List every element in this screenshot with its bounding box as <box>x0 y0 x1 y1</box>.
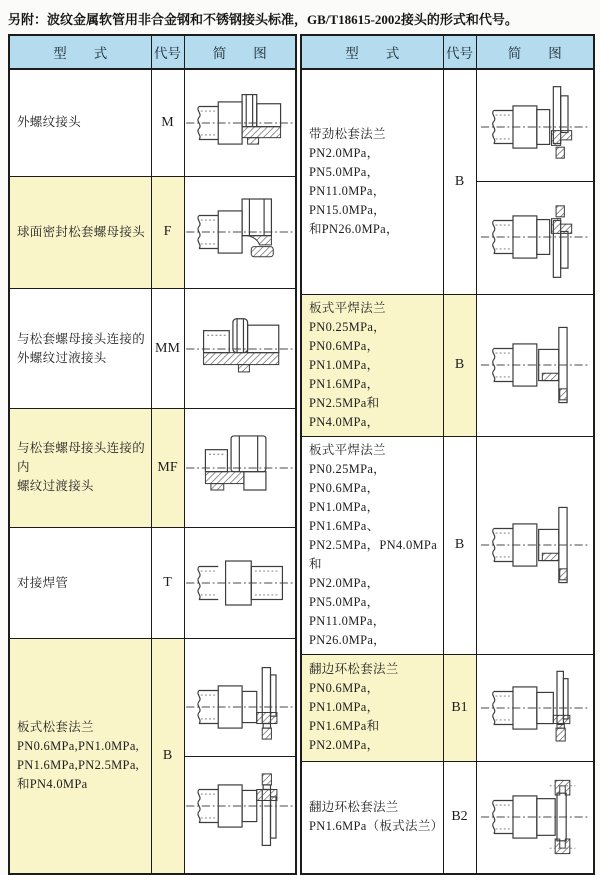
fitting-type-line: 对接焊管 <box>17 575 69 590</box>
fitting-diagram-cell <box>184 639 296 874</box>
male-threaded-fitting-drawing <box>185 79 296 167</box>
flanged-ring-plate-flange-drawing <box>479 773 591 861</box>
spherical-seal-union-nut-fitting-diagram <box>185 185 296 280</box>
plate-loose-flange-top-view-diagram <box>185 658 296 756</box>
fitting-type-line: PN1.6MPa和PN2.0MPa， <box>309 719 380 752</box>
fitting-code-cell: T <box>151 527 184 639</box>
fitting-type-cell <box>9 527 151 639</box>
fitting-type-line: PN11.0MPa，PN26.0MPa， <box>309 613 386 647</box>
fitting-type-cell <box>301 654 443 761</box>
col-header-type: 型 式 <box>9 35 151 69</box>
fitting-code-cell: F <box>151 176 184 289</box>
fitting-code-cell: M <box>151 69 184 176</box>
fitting-type-line: PN1.0MPa，PN1.6MPa、 <box>309 499 380 533</box>
fitting-code-cell: B <box>443 294 476 436</box>
fitting-diagram-cell <box>184 409 296 528</box>
plate-flat-weld-flange-drawing <box>479 321 591 409</box>
fitting-type-cell <box>301 294 443 436</box>
fitting-row <box>9 176 296 289</box>
fitting-row <box>9 289 296 409</box>
fitting-code-cell: MF <box>151 409 184 528</box>
fitting-diagram-cell <box>184 176 296 289</box>
fitting-type-line: PN1.6MPa（板式法兰） <box>309 819 444 834</box>
fitting-table-left <box>8 34 297 875</box>
header-row <box>301 35 594 69</box>
fitting-type-line: 球面密封松套螺母接头 <box>17 224 146 239</box>
fitting-type-line: 外螺纹接头 <box>17 115 82 130</box>
fitting-type-line: PN2.5MPa和PN4.0MPa， <box>309 395 380 429</box>
fitting-code-cell: MM <box>151 289 184 409</box>
flanged-ring-plate-flange-diagram <box>477 762 594 873</box>
col-header-diagram: 简 图 <box>476 35 594 69</box>
fitting-code-cell: B2 <box>443 761 476 874</box>
fitting-type-line: 翻边环松套法兰 <box>309 800 399 815</box>
necked-loose-flange-top-view-diagram <box>477 72 594 181</box>
fitting-type-cell <box>9 176 151 289</box>
fitting-row <box>301 294 594 436</box>
fitting-row <box>9 639 296 874</box>
fitting-type-line: PN0.6MPa,PN1.0MPa, <box>17 739 140 754</box>
fitting-row <box>301 761 594 874</box>
fitting-row <box>9 69 296 176</box>
fitting-row <box>301 69 594 294</box>
fitting-row <box>9 409 296 528</box>
fitting-type-line: 与松套螺母接头连接的 <box>17 331 146 346</box>
necked-loose-flange-bottom-view-diagram <box>477 181 594 291</box>
fitting-type-cell <box>9 289 151 409</box>
fitting-diagram-cell <box>184 289 296 409</box>
fitting-type-cell <box>301 436 443 654</box>
fitting-type-line: 与松套螺母接头连接的内 <box>17 441 146 475</box>
fitting-row <box>301 436 594 654</box>
fitting-diagram-cell <box>184 527 296 639</box>
fitting-code-cell: B <box>151 639 184 874</box>
necked-loose-flange-bottom-view-drawing <box>479 193 591 281</box>
fitting-code-cell: B1 <box>443 654 476 761</box>
fitting-diagram-cell <box>184 69 296 176</box>
fitting-type-line: PN0.25MPa，PN0.6MPa， <box>309 461 386 495</box>
butt-weld-pipe-diagram <box>185 536 296 630</box>
fitting-type-line: 和PN26.0MPa， <box>309 221 399 236</box>
col-header-code: 代号 <box>151 35 184 69</box>
fitting-type-line: 和PN4.0MPa <box>17 777 88 792</box>
col-header-diagram: 简 图 <box>184 35 296 69</box>
fitting-type-line: 外螺纹过液接头 <box>17 350 107 365</box>
fitting-type-line: PN11.0MPa，PN15.0MPa， <box>309 183 386 217</box>
col-header-type: 型 式 <box>301 35 443 69</box>
male-female-adapter-diagram <box>185 418 296 518</box>
fitting-type-cell <box>301 761 443 874</box>
fitting-type-line: PN1.6MPa,PN2.5MPa, <box>17 758 140 773</box>
page-title: 另附：波纹金属软管用非合金钢和不锈钢接头标准，GB/T18615-2002接头的形式和代号。 <box>8 12 518 27</box>
fitting-diagram-cell <box>476 294 594 436</box>
fitting-type-cell <box>9 639 151 874</box>
fitting-type-cell <box>9 409 151 528</box>
male-male-adapter-diagram <box>185 298 296 399</box>
male-threaded-fitting-diagram <box>185 78 296 168</box>
fitting-diagram-cell <box>476 654 594 761</box>
fitting-type-line: PN0.6MPa，PN1.0MPa， <box>309 681 380 714</box>
fitting-row <box>301 654 594 761</box>
flanged-ring-loose-flange-drawing <box>479 664 591 752</box>
fitting-type-line: 板式平焊法兰 <box>309 442 386 457</box>
header-row <box>9 35 296 69</box>
fitting-type-line: 板式松套法兰 <box>17 720 94 735</box>
male-female-adapter-drawing <box>185 424 296 512</box>
fitting-code-cell: B <box>443 69 476 294</box>
fitting-type-cell <box>301 69 443 294</box>
spherical-seal-union-nut-fitting-drawing <box>185 188 296 276</box>
fitting-type-line: 带劲松套法兰 <box>309 126 386 141</box>
plate-loose-flange-bottom-view-diagram <box>185 756 296 855</box>
fitting-type-line: PN2.0MPa，PN5.0MPa， <box>309 575 380 609</box>
fitting-type-line: 螺纹过渡接头 <box>17 479 94 494</box>
plate-loose-flange-bottom-view-drawing <box>185 762 296 850</box>
male-male-adapter-drawing <box>185 305 296 393</box>
fitting-type-line: PN2.5MPa，PN4.0MPa和 <box>309 537 438 571</box>
fitting-type-line: PN2.0MPa，PN5.0MPa， <box>309 145 380 179</box>
fitting-diagram-cell <box>476 761 594 874</box>
fitting-type-line: 翻边环松套法兰 <box>309 662 399 676</box>
fitting-table-right <box>300 34 595 875</box>
plate-flat-weld-flange-diagram <box>477 305 594 425</box>
plate-flat-weld-flange-diagram <box>477 484 594 607</box>
flanged-ring-loose-flange-diagram <box>477 655 594 760</box>
fitting-diagram-cell <box>476 436 594 654</box>
fitting-type-cell <box>9 69 151 176</box>
fitting-type-line: PN1.0MPa，PN1.6MPa， <box>309 357 380 391</box>
plate-flat-weld-flange-drawing <box>479 501 591 589</box>
tables-container <box>0 34 600 875</box>
fitting-diagram-cell <box>476 69 594 294</box>
col-header-code: 代号 <box>443 35 476 69</box>
plate-loose-flange-top-view-drawing <box>185 663 296 751</box>
fitting-code-cell: B <box>443 436 476 654</box>
necked-loose-flange-top-view-drawing <box>479 83 591 171</box>
butt-weld-pipe-drawing <box>185 539 296 627</box>
fitting-row <box>9 527 296 639</box>
fitting-type-line: 板式平焊法兰 <box>309 300 386 315</box>
fitting-type-line: PN0.25MPa，PN0.6MPa， <box>309 319 386 353</box>
